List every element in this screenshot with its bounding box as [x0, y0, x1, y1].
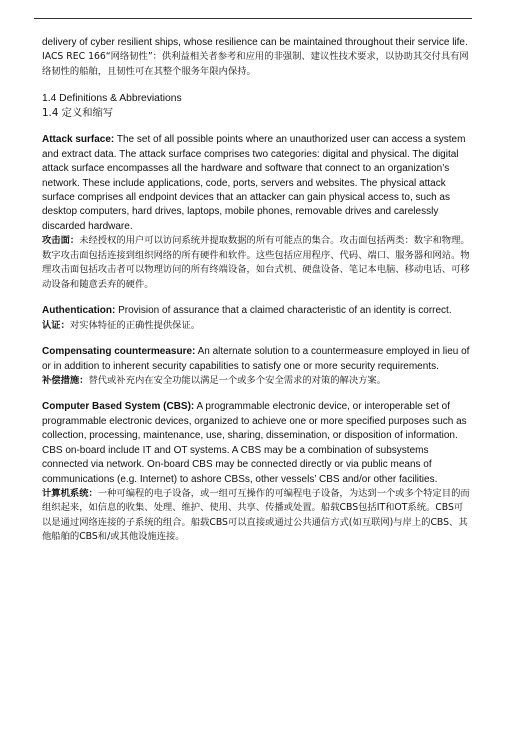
section-heading-en: 1.4 Definitions & Abbreviations [42, 93, 182, 105]
definition-computer-based-system [42, 400, 470, 544]
term-zh: 补偿措施： [42, 374, 89, 386]
intro-en: delivery of cyber resilient ships, whose resilience can be maintained throughout their service life. [42, 37, 468, 48]
header-rule [34, 18, 472, 19]
definition-zh [42, 374, 470, 389]
definition-zh [42, 319, 470, 334]
def-zh: 对实体特征的正确性提供保证。 [69, 319, 201, 331]
term-zh: 认证： [42, 319, 70, 331]
def-en: Provision of assurance that a claimed characteristic of an identity is correct. [118, 305, 452, 317]
term-zh: 攻击面： [42, 235, 80, 247]
def-en: An alternate solution to a countermeasure employed in lieu of or in addition to inherent security capabilities to satisfy one or more security requirements. [42, 346, 470, 372]
definition-en [42, 304, 470, 318]
definition-en [42, 400, 470, 486]
def-en: The set of all possible points where an unauthorized user can access a system and extract data. The attack surface comprises two categories: digital and physical. The digital attack surface encompasses all the hardware and software that connect to an organization’s network. These include applications, code, ports, servers and websites. The physical attack surface comprises all endpoint devices that an attacker can gain physical access to, such as desktop computers, hard drives, laptops, mobile phones, removable drives and carelessly discarded hardware. [42, 134, 466, 232]
definition-authentication [42, 304, 470, 333]
term-en: Computer Based System (CBS): [42, 401, 195, 413]
intro-zh: IACS REC 166“网络韧性”：供利益相关者参考和应用的非强制、建议性技术要求，以协助其交付具有网络韧性的船舶，且韧性可在其整个服务年限内保持。 [42, 51, 469, 77]
def-en: A programmable electronic device, or interoperable set of programmable electronic devices, organized to achieve one or more specified purposes such as collection, processing, maintenance, use, sharing, dissemination, or disposition of information. CBS on-board include IT and OT systems. A CBS may be a combination of subsystems connected via network. On-board CBS may be connected directly or via public means of communications (e.g. Internet) to ashore CBSs, other vessels’ CBS and/or other facilities. [42, 401, 467, 485]
def-zh: 未经授权的用户可以访问系统并提取数据的所有可能点的集合。攻击面包括两类：数字和物理。数字攻击面包括连接到组织网络的所有硬件和软件。这些包括应用程序、代码、端口、服务器和网站。物理攻击面包括攻击者可以物理访问的所有终端设备，如台式机、硬盘设备、笔记本电脑、移动电话、可移动设备和随意丢弃的硬件。 [42, 235, 470, 290]
document-body [42, 36, 470, 545]
term-en: Compensating countermeasure: [42, 346, 196, 358]
definition-zh [42, 487, 470, 545]
definition-zh [42, 234, 470, 292]
definition-en [42, 345, 470, 374]
def-zh: 一种可编程的电子设备，或一组可互操作的可编程电子设备，为达到一个或多个特定目的而组织起来，如信息的收集、处理、维护、使用、共享、传播或处置。船载CBS包括IT和OT系统。CBS可以是通过网络连接的子系统的组合。船载CBS可以直接或通过公共通信方式(如互联网)与岸上的CBS、其他船舶的CBS和/或其他设施连接。 [42, 487, 470, 543]
definition-compensating-countermeasure [42, 345, 470, 388]
term-en: Attack surface: [42, 134, 115, 146]
definition-en [42, 133, 470, 234]
term-en: Authentication: [42, 305, 116, 317]
term-zh: 计算机系统： [42, 487, 98, 499]
definition-attack-surface [42, 133, 470, 292]
def-zh: 替代或补充内在安全功能以满足一个或多个安全需求的对策的解决方案。 [88, 374, 387, 386]
section-heading-zh: 1.4 定义和缩写 [42, 107, 114, 120]
